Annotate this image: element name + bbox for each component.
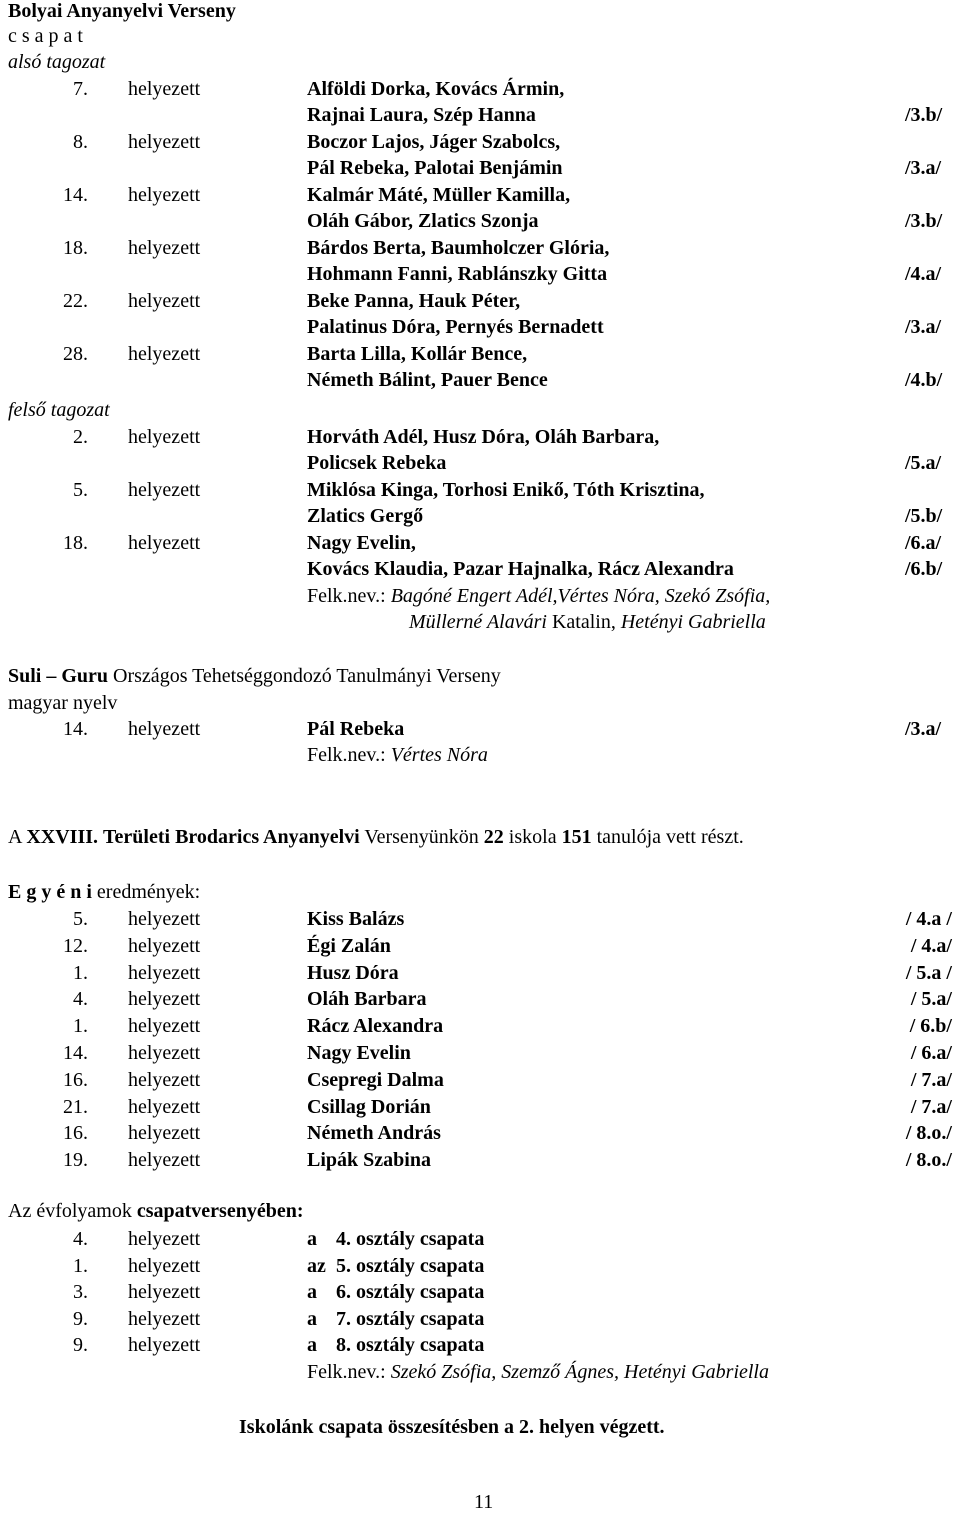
brodarics-schools: 22: [483, 826, 504, 848]
section-lower-label: alsó tagozat: [8, 51, 106, 73]
team-members-line2: Palatinus Dóra, Pernyés Bernadett: [307, 316, 604, 338]
class-code: / 7.a/: [910, 1069, 952, 1091]
rank-number: 2.: [73, 426, 88, 448]
rank-number: 22.: [63, 290, 88, 312]
class-code: / 6.a/: [910, 1042, 952, 1064]
suli-rest: Országos Tehetséggondozó Tanulmányi Verseny: [113, 665, 501, 687]
team-members-line1: Nagy Evelin,: [307, 532, 416, 554]
rank-label: helyezett: [128, 343, 201, 365]
teacher-names: Bagóné Engert Adél,Vértes Nóra, Szekó Zsófia,: [390, 585, 771, 607]
team-members-line1: Horváth Adél, Husz Dóra, Oláh Barbara,: [307, 426, 660, 448]
team-members-line1: Alföldi Dorka, Kovács Ármin,: [307, 78, 565, 100]
rank-number: 12.: [63, 935, 88, 957]
individual-heading: [8, 880, 200, 904]
article: a: [307, 1228, 317, 1250]
student-name: Lipák Szabina: [307, 1149, 431, 1171]
brodarics-text2: iskola: [508, 826, 557, 848]
team-members-line2: Oláh Gábor, Zlatics Szonja: [307, 210, 539, 232]
class-team: 6. osztály csapata: [336, 1281, 485, 1303]
team-teacher-names: Szekó Zsófia, Szemző Ágnes, Hetényi Gabriella: [390, 1361, 769, 1383]
individual-heading-spaced: E g y é n i: [8, 881, 92, 903]
rank-number: 14.: [63, 1042, 88, 1064]
rank-label: helyezett: [128, 1255, 201, 1277]
suli-rank: 14.: [63, 718, 88, 740]
team-members-line1: Barta Lilla, Kollár Bence,: [307, 343, 528, 365]
rank-number: 5.: [73, 908, 88, 930]
rank-number: 1.: [73, 1015, 88, 1037]
rank-number: 18.: [63, 237, 88, 259]
rank-label: helyezett: [128, 1308, 201, 1330]
team-subtitle: c s a p a t: [8, 25, 83, 47]
rank-number: 9.: [73, 1334, 88, 1356]
rank-label: helyezett: [128, 479, 201, 501]
rank-number: 5.: [73, 479, 88, 501]
brodarics-a: A: [8, 826, 22, 848]
class-code: /3.a/: [905, 316, 942, 338]
team-heading-b: csapatversenyében:: [136, 1200, 304, 1222]
article: a: [307, 1281, 317, 1303]
rank-label: helyezett: [128, 290, 201, 312]
suli-teacher: [307, 743, 488, 767]
suli-dash: –: [46, 665, 57, 687]
team-teacher-prefix: Felk.nev.:: [307, 1361, 386, 1383]
article: az: [307, 1255, 326, 1277]
rank-number: 19.: [63, 1149, 88, 1171]
rank-number: 16.: [63, 1069, 88, 1091]
team-members-line1: Bárdos Berta, Baumholczer Glória,: [307, 237, 610, 259]
class-code: /5.a/: [905, 452, 942, 474]
class-team: 8. osztály csapata: [336, 1334, 485, 1356]
rank-number: 8.: [73, 131, 88, 153]
rank-label: helyezett: [128, 908, 201, 930]
rank-number: 4.: [73, 1228, 88, 1250]
class-code: /6.a/: [905, 532, 942, 554]
article: a: [307, 1334, 317, 1356]
rank-label: helyezett: [128, 1096, 201, 1118]
student-name: Csillag Dorián: [307, 1096, 431, 1118]
class-code: / 6.b/: [909, 1015, 952, 1037]
suli-name: Pál Rebeka: [307, 718, 405, 740]
class-code: /3.b/: [905, 210, 943, 232]
rank-label: helyezett: [128, 1334, 201, 1356]
class-code: /6.b/: [905, 558, 943, 580]
team-members-line2: Pál Rebeka, Palotai Benjámin: [307, 157, 563, 179]
rank-label: helyezett: [128, 532, 201, 554]
brodarics-roman: XXVIII.: [26, 826, 99, 848]
team-members-line1: Beke Panna, Hauk Péter,: [307, 290, 521, 312]
rank-number: 1.: [73, 1255, 88, 1277]
team-members-line2: Kovács Klaudia, Pazar Hajnalka, Rácz Alexandra: [307, 558, 734, 580]
section-upper-label: felső tagozat: [8, 399, 110, 421]
rank-number: 28.: [63, 343, 88, 365]
class-team: 7. osztály csapata: [336, 1308, 485, 1330]
rank-label: helyezett: [128, 962, 201, 984]
individual-heading-rest: eredmények:: [96, 881, 201, 903]
rank-number: 1.: [73, 962, 88, 984]
rank-label: helyezett: [128, 1149, 201, 1171]
bolyai-teachers-line2: [409, 610, 766, 634]
brodarics-summary: [8, 825, 744, 849]
team-members-line2: Zlatics Gergő: [307, 505, 424, 527]
brodarics-name: Területi Brodarics Anyanyelvi: [103, 826, 360, 848]
student-name: Kiss Balázs: [307, 908, 405, 930]
class-code: / 8.o./: [905, 1149, 952, 1171]
rank-label: helyezett: [128, 184, 201, 206]
student-name: Égi Zalán: [307, 935, 391, 957]
rank-number: 9.: [73, 1308, 88, 1330]
brodarics-text3: tanulója vett részt.: [596, 826, 744, 848]
suli-class: /3.a/: [905, 718, 942, 740]
rank-label: helyezett: [128, 1228, 201, 1250]
rank-label: helyezett: [128, 1069, 201, 1091]
class-code: / 7.a/: [910, 1096, 952, 1118]
student-name: Németh András: [307, 1122, 441, 1144]
student-name: Husz Dóra: [307, 962, 399, 984]
class-code: / 4.a /: [905, 908, 952, 930]
student-name: Oláh Barbara: [307, 988, 427, 1010]
page-number: 11: [474, 1491, 494, 1513]
teacher-names-c: Hetényi Gabriella: [620, 611, 766, 633]
rank-number: 7.: [73, 78, 88, 100]
class-code: / 8.o./: [905, 1122, 952, 1144]
rank-number: 16.: [63, 1122, 88, 1144]
rank-label: helyezett: [128, 78, 201, 100]
team-members-line1: Miklósa Kinga, Torhosi Enikő, Tóth Krisztina,: [307, 479, 705, 501]
rank-label: helyezett: [128, 935, 201, 957]
class-code: /4.b/: [905, 369, 943, 391]
class-code: / 5.a /: [905, 962, 952, 984]
suli-word: Suli: [8, 665, 42, 687]
class-code: / 4.a/: [910, 935, 952, 957]
team-members-line1: Boczor Lajos, Jáger Szabolcs,: [307, 131, 561, 153]
rank-number: 18.: [63, 532, 88, 554]
teacher-names-a: Müllerné Alavári: [409, 611, 547, 633]
team-members-line2: Policsek Rebeka: [307, 452, 447, 474]
teacher-names-b: Katalin,: [551, 611, 616, 633]
rank-number: 14.: [63, 184, 88, 206]
guru-word: Guru: [61, 665, 109, 687]
team-members-line2: Rajnai Laura, Szép Hanna: [307, 104, 536, 126]
class-team: 5. osztály csapata: [336, 1255, 485, 1277]
student-name: Csepregi Dalma: [307, 1069, 444, 1091]
brodarics-students: 151: [561, 826, 592, 848]
brodarics-text1: Versenyünkön: [364, 826, 479, 848]
page-title: Bolyai Anyanyelvi Verseny: [8, 0, 236, 22]
suli-teacher-name: Vértes Nóra: [390, 744, 488, 766]
rank-number: 3.: [73, 1281, 88, 1303]
team-heading: [8, 1199, 304, 1223]
rank-label: helyezett: [128, 1281, 201, 1303]
rank-number: 21.: [63, 1096, 88, 1118]
rank-label: helyezett: [128, 988, 201, 1010]
team-members-line1: Kalmár Máté, Müller Kamilla,: [307, 184, 571, 206]
class-code: /4.a/: [905, 263, 942, 285]
suli-guru-title: [8, 664, 501, 688]
suli-label: helyezett: [128, 718, 201, 740]
team-heading-a: Az évfolyamok: [8, 1200, 132, 1222]
rank-label: helyezett: [128, 1042, 201, 1064]
team-members-line2: Németh Bálint, Pauer Bence: [307, 369, 548, 391]
teacher-prefix: Felk.nev.:: [307, 585, 386, 607]
team-members-line2: Hohmann Fanni, Rablánszky Gitta: [307, 263, 608, 285]
rank-label: helyezett: [128, 1122, 201, 1144]
student-name: Nagy Evelin: [307, 1042, 411, 1064]
class-code: /5.b/: [905, 505, 943, 527]
class-team: 4. osztály csapata: [336, 1228, 485, 1250]
rank-label: helyezett: [128, 237, 201, 259]
team-summary: Iskolánk csapata összesítésben a 2. helyen végzett.: [239, 1416, 665, 1438]
team-teachers: [307, 1360, 769, 1384]
suli-subject: magyar nyelv: [8, 692, 118, 714]
class-code: / 5.a/: [910, 988, 952, 1010]
article: a: [307, 1308, 317, 1330]
class-code: /3.b/: [905, 104, 943, 126]
student-name: Rácz Alexandra: [307, 1015, 444, 1037]
rank-label: helyezett: [128, 131, 201, 153]
rank-number: 4.: [73, 988, 88, 1010]
suli-teacher-prefix: Felk.nev.:: [307, 744, 386, 766]
rank-label: helyezett: [128, 426, 201, 448]
class-code: /3.a/: [905, 157, 942, 179]
rank-label: helyezett: [128, 1015, 201, 1037]
bolyai-teachers-line1: [307, 584, 770, 608]
